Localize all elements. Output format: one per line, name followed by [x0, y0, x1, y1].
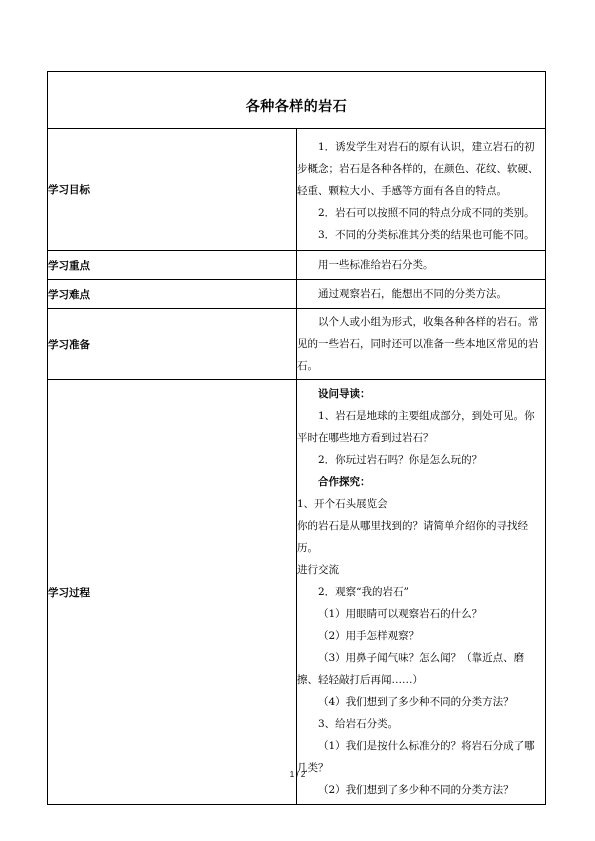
row-key-points	[48, 251, 546, 280]
label-goals: 学习目标	[48, 129, 297, 251]
label-difficulty: 学习难点	[48, 280, 297, 309]
title-row	[48, 72, 546, 129]
content-preparation	[297, 309, 546, 380]
content-difficulty	[297, 280, 546, 309]
row-difficulty	[48, 280, 546, 309]
content-key-points	[297, 251, 546, 280]
step-2-question-4: （4）我们想到了多少种不同的分类方法？	[318, 696, 514, 708]
label-key-points: 学习重点	[48, 251, 297, 280]
page-number: 1 / 2	[289, 770, 306, 779]
step-2-question-1: （1）用眼睛可以观察岩石的什么？	[318, 608, 483, 620]
title-cell	[48, 72, 546, 129]
goal-1: 1．诱发学生对岩石的原有认识，建立岩石的初步概念；岩石是各种各样的，在颜色、花纹、软硬、轻重、颗粒大小、手感等方面有各自的特点。	[297, 141, 539, 197]
step-2-question-3: （3）用鼻子闻气味？怎么闻？（靠近点、磨擦、轻轻敲打后再闻……）	[297, 652, 525, 686]
row-goals	[48, 129, 546, 251]
intro-question-1: 1、岩石是地球的主要组成部分，到处可见。你平时在哪些地方看到过岩石？	[297, 410, 535, 444]
page-title: 各种各样的岩石	[245, 98, 348, 115]
step-1-note: 进行交流	[297, 564, 339, 576]
step-2-question-2: （2）用手怎样观察？	[318, 630, 420, 642]
content-process	[297, 380, 546, 805]
difficulty-text: 通过观察岩石，能想出不同的分类方法。	[318, 288, 507, 300]
goal-2: 2．岩石可以按照不同的特点分成不同的类别。	[318, 207, 535, 219]
step-3-question-2: （2）我们想到了多少种不同的分类方法？	[318, 784, 514, 796]
lesson-plan-table	[47, 71, 546, 805]
step-1-question: 你的岩石是从哪里找到的？请简单介绍你的寻找经历。	[297, 520, 528, 554]
intro-question-2: 2．你玩过岩石吗？你是怎么玩的？	[318, 454, 483, 466]
row-process	[48, 380, 546, 805]
step-3: 3、给岩石分类。	[318, 718, 399, 730]
step-2: 2．观察“我的岩石”	[318, 586, 409, 598]
label-preparation: 学习准备	[48, 309, 297, 380]
step-1: 1、开个石头展览会	[297, 498, 388, 510]
row-preparation	[48, 309, 546, 380]
key-points-text: 用一些标准给岩石分类。	[318, 259, 434, 271]
label-process: 学习过程	[48, 380, 297, 805]
explore-heading: 合作探究：	[318, 476, 371, 488]
intro-heading: 设问导读：	[318, 388, 371, 400]
content-goals	[297, 129, 546, 251]
goal-3: 3．不同的分类标准其分类的结果也可能不同。	[318, 229, 535, 241]
preparation-text: 以个人或小组为形式，收集各种各样的岩石。常见的一些岩石，同时还可以准备一些本地区常见的岩石。	[297, 316, 539, 372]
step-3-question-1: （1）我们是按什么标准分的？将岩石分成了哪几类？	[297, 740, 535, 774]
